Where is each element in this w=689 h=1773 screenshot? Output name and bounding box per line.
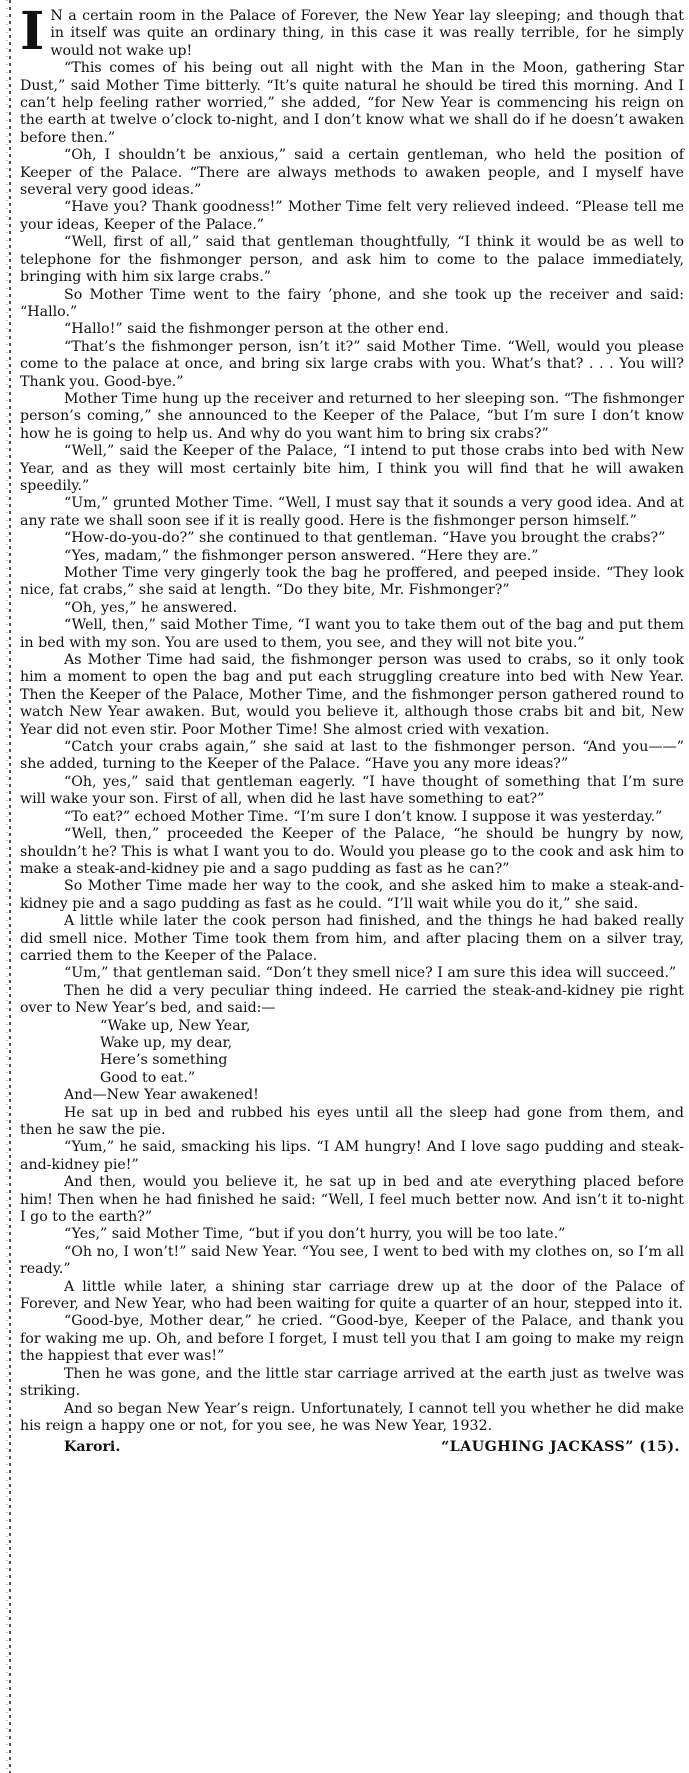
byline (20, 1439, 684, 1456)
column-rule-ornament (4, 0, 16, 1773)
paragraph: “Good-bye, Mother dear,” he cried. “Good-bye, Keeper of the Palace, and thank you for waking me up. Oh, and before I forget, I must tell you that I am going to make my reign the happiest that ever was!” (20, 1313, 684, 1365)
paragraph: A little while later the cook person had finished, and the things he had baked really did smell nice. Mother Time took them from him, and after placing them on a silver tray, carried them to the Keeper of the Palace. (20, 913, 684, 964)
paragraph: And so began New Year’s reign. Unfortunately, I cannot tell you whether he did make his reign a happy one or not, for you see, he was New Year, 1932. (20, 1400, 684, 1434)
poem-line: Wake up, my dear, (100, 1034, 233, 1051)
paragraph: “Yes,” said Mother Time, “but if you don’t hurry, you will be too late.” (64, 1226, 566, 1243)
paragraph: “Um,” grunted Mother Time. “Well, I must say that it sounds a very good idea. And at any rate we shall soon see if it is really good. Here is the fishmonger person himself.” (20, 495, 684, 529)
paragraph: “Yes, madam,” the fishmonger person answered. “Here they are.” (64, 547, 539, 564)
paragraph: And then, would you believe it, he sat up in bed and ate everything placed before him! Then when he had finished he said: “Well, I feel much better now. And isn’t it to-night I go to the earth?” (20, 1174, 684, 1226)
paragraph: So Mother Time went to the fairy ’phone, and she took up the receiver and said: “Hallo.” (20, 286, 684, 320)
poem-line: “Wake up, New Year, (100, 1017, 251, 1034)
paragraph: “Catch your crabs again,” she said at last to the fishmonger person. “And you——” she added, turning to the Keeper of the Palace. “Have you any more ideas?” (20, 739, 684, 773)
paragraph: “Well, then,” proceeded the Keeper of the Palace, “he should be hungry by now, shouldn’t he? This is what I want you to do. Would you please go to the cook and ask him to make a steak-and-kidney pie and a sago pudding as fast as he can?” (20, 826, 684, 877)
poem-line: Good to eat.” (100, 1069, 196, 1086)
paragraph: “Oh, I shouldn’t be anxious,” said a certain gentleman, who held the position of Keeper of the Palace. “There are always methods to awaken people, and I myself have several very good ideas.” (20, 147, 684, 199)
paragraph: “Um,” that gentleman said. “Don’t they smell nice? I am sure this idea will succeed.” (64, 965, 677, 982)
paragraph: Mother Time very gingerly took the bag he proffered, and peeped inside. “They look nice, fat crabs,” she said at length. “Do they bite, Mr. Fishmonger?” (20, 565, 684, 599)
paragraph: Then he was gone, and the little star carriage arrived at the earth just as twelve was striking. (20, 1365, 684, 1400)
paragraph: “This comes of his being out all night with the Man in the Moon, gathering Star Dust,” said Mother Time bitterly. “It’s quite natural he should be tired this morning. And I can’t help feeling rather worried,” she added, “for New Year is commencing his reign on the earth at twelve o’clock to-night, and I don’t know what we shall do if he doesn’t awaken before then.” (20, 60, 684, 146)
paragraph: As Mother Time had said, the fishmonger person was used to crabs, so it only took him a moment to open the bag and put each struggling creature into bed with New Year. Then the Keeper of the Palace, Mother Time, and the fishmonger person gathered round to watch New Year awaken. But, would you believe it, although those crabs bit and bit, New Year did not even stir. Poor Mother Time! She almost cried with vexation. (20, 652, 684, 738)
paragraph: “Well,” said the Keeper of the Palace, “I intend to put those crabs into bed with New Year, and as they will most certainly bite him, I think you will find that he will awaken speedily.” (20, 443, 684, 494)
poem-verse (100, 1018, 684, 1088)
paragraph: A little while later, a shining star carriage drew up at the door of the Palace of Forever, and New Year, who had been waiting for quite a quarter of an hour, stepped into it. (20, 1278, 684, 1313)
paragraph: “Oh, yes,” said that gentleman eagerly. “I have thought of something that I’m sure will wake your son. First of all, when did he last have something to eat?” (20, 773, 684, 808)
author-name: “LAUGHING JACKASS” (15). (441, 1439, 680, 1456)
paragraph: “Well, first of all,” said that gentleman thoughtfully, “I think it would be as well to telephone for the fishmonger person, and ask him to come to the palace immediately, bringing with him six large crabs.” (20, 234, 684, 286)
paragraph: “Well, then,” said Mother Time, “I want you to take them out of the bag and put them in bed with my son. You are used to them, you see, and they will not bite you.” (20, 617, 684, 651)
paragraph: “Hallo!” said the fishmonger person at the other end. (64, 321, 449, 338)
paragraph: Then he did a very peculiar thing indeed. He carried the steak-and-kidney pie right over to New Year’s bed, and said:— (20, 982, 684, 1017)
paragraph: He sat up in bed and rubbed his eyes until all the sleep had gone from them, and then he saw the pie. (20, 1104, 684, 1138)
paragraph: “Yum,” he said, smacking his lips. “I AM hungry! And I love sago pudding and steak-and-kidney pie!” (20, 1139, 684, 1173)
poem-line: Here’s something (100, 1052, 228, 1069)
paragraph: And—New Year awakened! (64, 1087, 259, 1104)
story-article (20, 1, 684, 1457)
paragraph: “That’s the fishmonger person, isn’t it?” said Mother Time. “Well, would you please come to the palace at once, and bring six large crabs with you. What’s that? . . . You will? Thank you. Good-bye.” (20, 338, 684, 390)
paragraph: “To eat?” echoed Mother Time. “I’m sure I don’t know. I suppose it was yesterday.” (64, 808, 663, 825)
paragraph: So Mother Time made her way to the cook, and she asked him to make a steak-and-kidney pie and a sago pudding as fast as he could. “I’ll wait while you do it,” she said. (20, 878, 684, 912)
drop-cap: I (20, 1, 45, 62)
author-location: Karori. (64, 1439, 121, 1456)
paragraph: Mother Time hung up the receiver and returned to her sleeping son. “The fishmonger person’s coming,” she announced to the Keeper of the Palace, “but I’m sure I don’t know how he is going to help us. And why do you want him to bring six crabs?” (20, 390, 684, 442)
paragraph: “Oh no, I won’t!” said New Year. “You see, I went to bed with my clothes on, so I’m all ready.” (20, 1243, 684, 1278)
paragraph: I N a certain room in the Palace of Forever, the New Year lay sleeping; and though that in itself was quite an ordinary thing, in this case it was really terrible, for he simply would not wake up! (20, 1, 684, 62)
paragraph: “Have you? Thank goodness!” Mother Time felt very relieved indeed. “Please tell me your ideas, Keeper of the Palace.” (20, 199, 684, 233)
paragraph: “How-do-you-do?” she continued to that gentleman. “Have you brought the crabs?” (64, 530, 666, 547)
paragraph: “Oh, yes,” he answered. (64, 599, 238, 616)
